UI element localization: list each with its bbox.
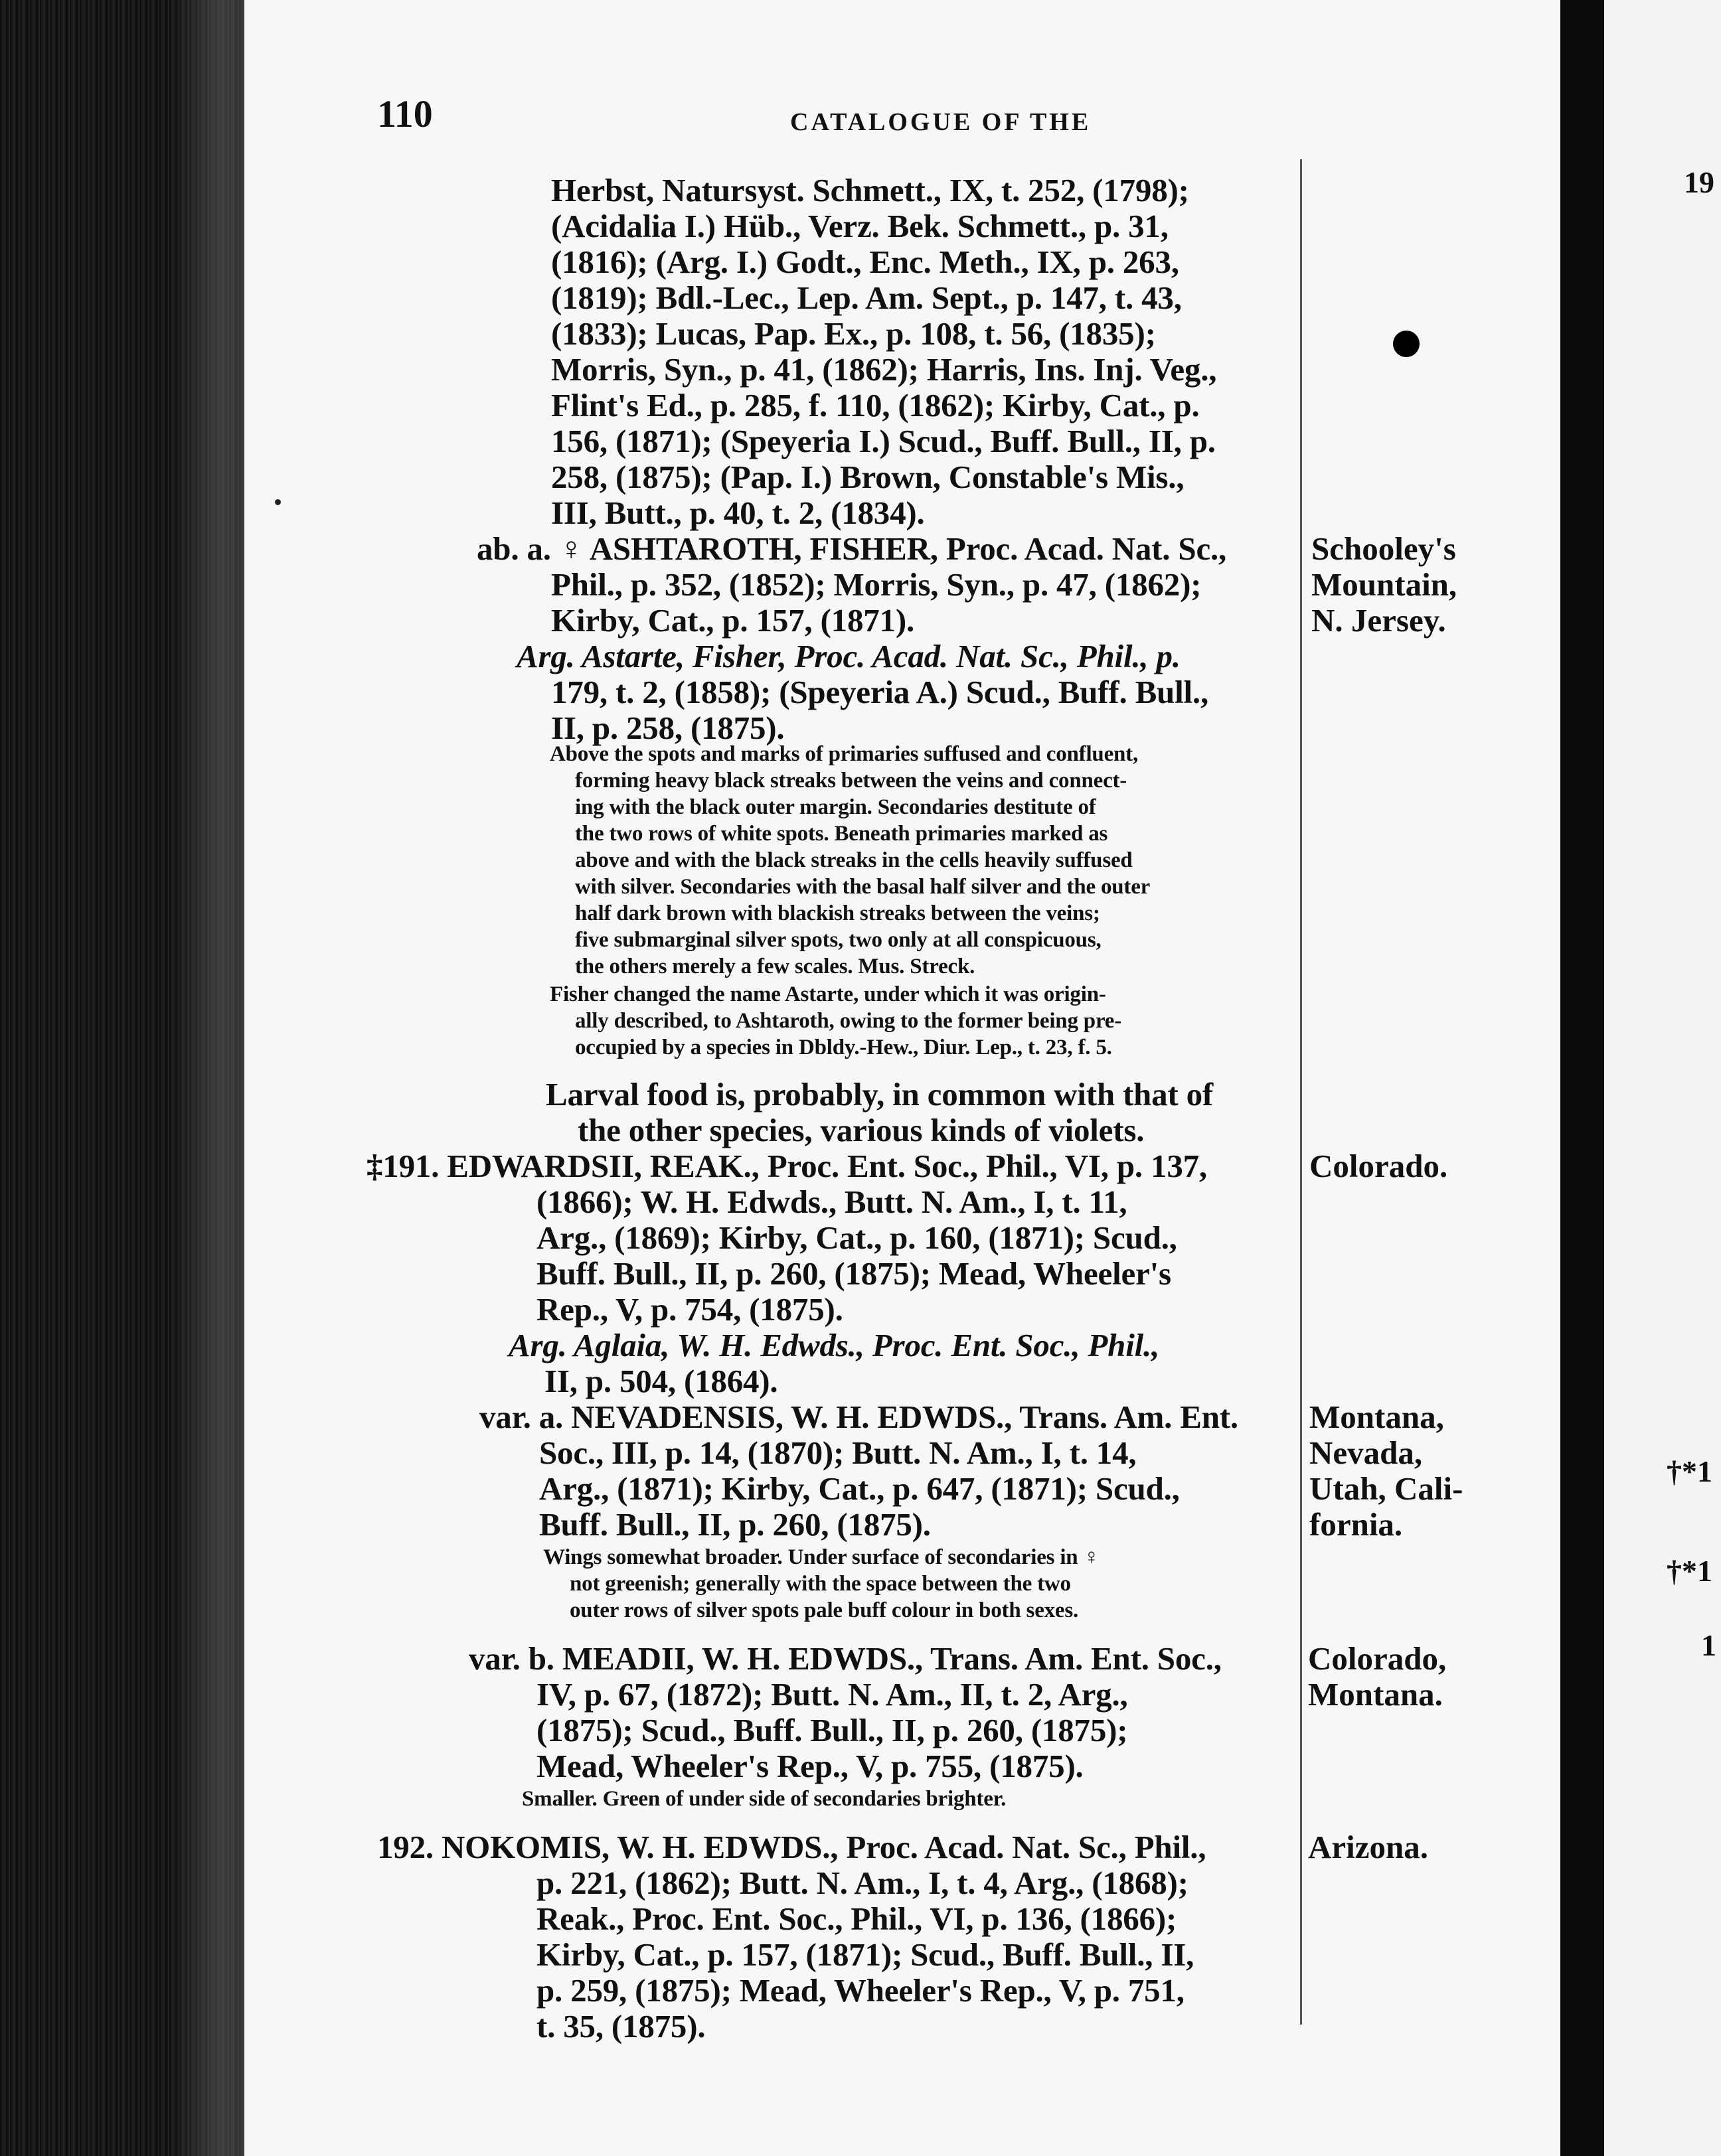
text-line: (1833); Lucas, Pap. Ex., p. 108, t. 56, (1835); [551, 315, 1156, 352]
ink-speck [275, 499, 281, 505]
note-line: Wings somewhat broader. Under surface of secondaries in ♀ [543, 1545, 1100, 1569]
text-line: Flint's Ed., p. 285, f. 110, (1862); Kirby, Cat., p. [551, 387, 1200, 424]
text-line: (1875); Scud., Buff. Bull., II, p. 260, (1875); [536, 1712, 1128, 1748]
text-line: Herbst, Natursyst. Schmett., IX, t. 252, (1798); [551, 172, 1189, 208]
text-line: (1819); Bdl.-Lec., Lep. Am. Sept., p. 147, t. 43, [551, 279, 1182, 316]
text-line: p. 221, (1862); Butt. N. Am., I, t. 4, Arg., (1868); [536, 1865, 1188, 1901]
note-line: five submarginal silver spots, two only at all conspicuous, [575, 928, 1102, 952]
note-line: half dark brown with blackish streaks between the veins; [575, 901, 1100, 925]
text-line: Kirby, Cat., p. 157, (1871); Scud., Buff. Bull., II, [536, 1936, 1194, 1973]
locality: Colorado. [1309, 1148, 1448, 1184]
note-line: Smaller. Green of under side of secondaries brighter. [522, 1787, 1007, 1811]
text-line: Arg. Aglaia, W. H. Edwds., Proc. Ent. Soc., Phil., [509, 1327, 1160, 1363]
facing-page-fragment: 1 [1701, 1628, 1716, 1662]
locality: fornia. [1309, 1506, 1403, 1543]
text-line: Buff. Bull., II, p. 260, (1875). [539, 1506, 931, 1543]
locality: N. Jersey. [1311, 602, 1446, 639]
note-line: occupied by a species in Dbldy.-Hew., Diur. Lep., t. 23, f. 5. [575, 1036, 1112, 1059]
note-line: Fisher changed the name Astarte, under which it was origin- [550, 982, 1106, 1006]
note-line: the two rows of white spots. Beneath primaries marked as [575, 822, 1108, 846]
locality: Mountain, [1311, 566, 1457, 603]
note-line: with silver. Secondaries with the basal half silver and the outer [575, 875, 1151, 899]
text-line: III, Butt., p. 40, t. 2, (1834). [551, 495, 925, 531]
locality: Arizona. [1308, 1829, 1428, 1865]
text-line: ab. a. ♀ ASHTAROTH, FISHER, Proc. Acad. Nat. Sc., [477, 530, 1227, 567]
text-line: (1816); (Arg. I.) Godt., Enc. Meth., IX, p. 263, [551, 244, 1179, 280]
text-line: Kirby, Cat., p. 157, (1871). [551, 602, 915, 639]
text-line: t. 35, (1875). [536, 2008, 706, 2044]
facing-page-edge [1604, 0, 1721, 2156]
text-line: II, p. 504, (1864). [544, 1363, 778, 1399]
text-line: 179, t. 2, (1858); (Speyeria A.) Scud., Buff. Bull., [551, 674, 1209, 710]
note-line: ally described, to Ashtaroth, owing to the former being pre- [575, 1009, 1122, 1033]
locality: Schooley's [1311, 530, 1456, 567]
note-line: above and with the black streaks in the cells heavily suffused [575, 848, 1133, 872]
page-number: 110 [377, 92, 433, 135]
note-line: forming heavy black streaks between the veins and connect- [575, 769, 1127, 793]
page-gap [1560, 0, 1604, 2156]
note-line: ing with the black outer margin. Secondaries destitute of [575, 795, 1096, 819]
text-line: (1866); W. H. Edwds., Butt. N. Am., I, t. 11, [536, 1184, 1127, 1220]
entry-heading: 192. NOKOMIS, W. H. EDWDS., Proc. Acad. Nat. Sc., Phil., [377, 1829, 1206, 1865]
facing-page-fragment: †*1 [1667, 1454, 1712, 1488]
text-line: Morris, Syn., p. 41, (1862); Harris, Ins. Inj. Veg., [551, 351, 1217, 388]
text-line: the other species, various kinds of violets. [578, 1112, 1145, 1148]
locality: Colorado, [1308, 1640, 1447, 1677]
locality: Nevada, [1309, 1434, 1423, 1471]
text-line: 258, (1875); (Pap. I.) Brown, Constable's Mis., [551, 459, 1185, 495]
text-line: Buff. Bull., II, p. 260, (1875); Mead, Wheeler's [536, 1255, 1171, 1292]
facing-page-fragment: †*1 [1667, 1554, 1712, 1588]
facing-page-fragment: 19 [1684, 165, 1714, 199]
text-line: IV, p. 67, (1872); Butt. N. Am., II, t. 2, Arg., [536, 1676, 1128, 1713]
text-line: var. b. MEADII, W. H. EDWDS., Trans. Am. Ent. Soc., [469, 1640, 1222, 1677]
note-line: outer rows of silver spots pale buff colour in both sexes. [570, 1598, 1079, 1622]
entry-heading: ‡191. EDWARDSII, REAK., Proc. Ent. Soc., Phil., VI, p. 137, [367, 1148, 1207, 1184]
text-line: var. a. NEVADENSIS, W. H. EDWDS., Trans. Am. Ent. [479, 1399, 1238, 1435]
text-line: Soc., III, p. 14, (1870); Butt. N. Am., I, t. 14, [539, 1434, 1137, 1471]
text-line: Mead, Wheeler's Rep., V, p. 755, (1875). [536, 1748, 1084, 1784]
text-line: Arg., (1871); Kirby, Cat., p. 647, (1871); Scud., [539, 1470, 1180, 1507]
note-line: Above the spots and marks of primaries suffused and confluent, [550, 742, 1139, 766]
text-line: II, p. 258, (1875). [551, 710, 785, 746]
locality: Utah, Cali- [1309, 1470, 1463, 1507]
text-line: Arg. Astarte, Fisher, Proc. Acad. Nat. Sc., Phil., p. [517, 638, 1181, 674]
gutter-shadow [173, 0, 252, 2156]
running-head: CATALOGUE OF THE [790, 108, 1092, 136]
text-line: Reak., Proc. Ent. Soc., Phil., VI, p. 136, (1866); [536, 1900, 1177, 1937]
text-line: (Acidalia I.) Hüb., Verz. Bek. Schmett., p. 31, [551, 208, 1169, 244]
ink-dot [1393, 331, 1420, 357]
note-line: the others merely a few scales. Mus. Streck. [575, 955, 975, 978]
column-rule [1300, 159, 1302, 2025]
text-line: Arg., (1869); Kirby, Cat., p. 160, (1871); Scud., [536, 1219, 1177, 1256]
locality: Montana, [1309, 1399, 1444, 1435]
text-line: Larval food is, probably, in common with that of [546, 1076, 1213, 1113]
text-line: Phil., p. 352, (1852); Morris, Syn., p. 47, (1862); [551, 566, 1202, 603]
note-line: not greenish; generally with the space between the two [570, 1572, 1071, 1596]
text-line: 156, (1871); (Speyeria I.) Scud., Buff. Bull., II, p. [551, 423, 1216, 459]
text-line: Rep., V, p. 754, (1875). [536, 1291, 843, 1328]
locality: Montana. [1308, 1676, 1443, 1713]
text-line: p. 259, (1875); Mead, Wheeler's Rep., V, p. 751, [536, 1972, 1185, 2009]
